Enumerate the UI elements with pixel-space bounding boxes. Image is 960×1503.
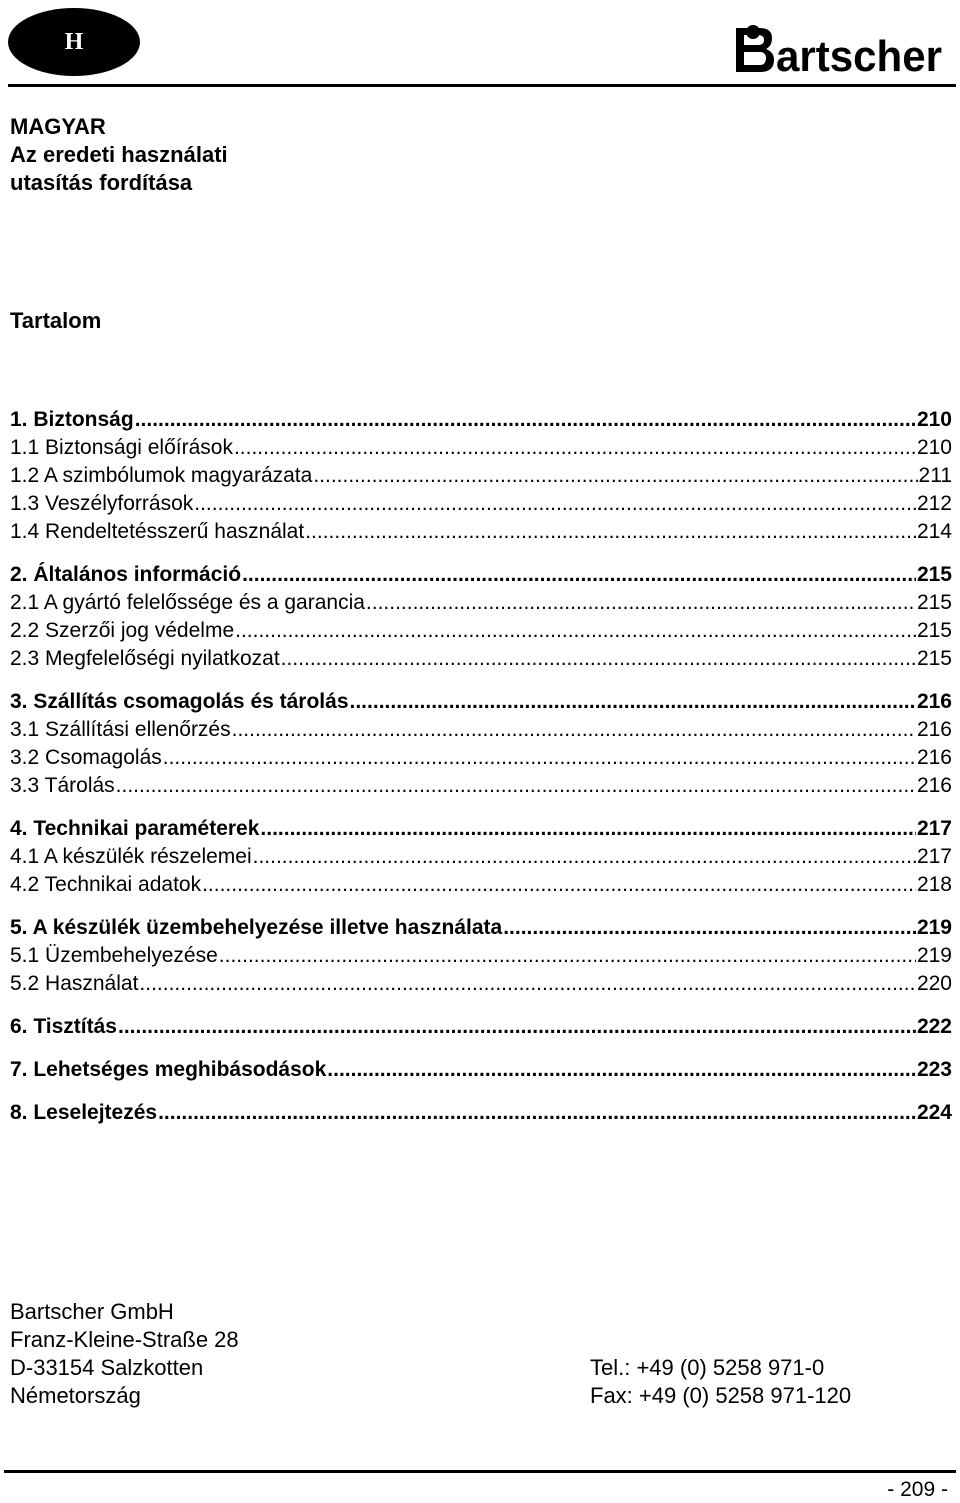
toc-entry-label: 1.1 Biztonsági előírások bbox=[10, 436, 233, 459]
toc-entry-label: 5.1 Üzembehelyezése bbox=[10, 944, 218, 967]
fax: Fax: +49 (0) 5258 971-120 bbox=[590, 1383, 852, 1408]
toc-entry-label: 3.2 Csomagolás bbox=[10, 746, 162, 769]
language-badge bbox=[8, 8, 140, 76]
toc-dot-leader bbox=[327, 1056, 916, 1084]
toc-entry-label: 5. A készülék üzembehelyezése illetve használata bbox=[10, 916, 503, 939]
toc-entry-page: 210 bbox=[916, 408, 952, 431]
toc-dot-leader bbox=[202, 871, 916, 899]
toc-subsection-entry[interactable] bbox=[10, 716, 952, 744]
address-block bbox=[10, 1298, 239, 1410]
toc-dot-leader bbox=[260, 815, 916, 843]
toc-section-entry[interactable] bbox=[10, 1099, 952, 1127]
toc-subsection-entry[interactable] bbox=[10, 434, 952, 462]
toc-dot-leader bbox=[305, 518, 916, 546]
toc-entry-label: 4.2 Technikai adatok bbox=[10, 873, 202, 896]
toc-entry-label: 4. Technikai paraméterek bbox=[10, 817, 260, 840]
toc-entry-label: 1. Biztonság bbox=[10, 408, 134, 431]
toc-entry-label: 2. Általános információ bbox=[10, 563, 242, 586]
header-divider bbox=[8, 84, 956, 87]
toc-section-entry[interactable] bbox=[10, 406, 952, 434]
toc-entry-page: 212 bbox=[916, 492, 952, 515]
toc-entry-label: 2.1 A gyártó felelőssége és a garancia bbox=[10, 591, 365, 614]
toc-section-entry[interactable] bbox=[10, 561, 952, 589]
bartscher-logo bbox=[730, 10, 946, 81]
toc-subsection-entry[interactable] bbox=[10, 645, 952, 673]
toc-dot-leader bbox=[366, 589, 916, 617]
toc-section-entry[interactable] bbox=[10, 914, 952, 942]
toc-subsection-entry[interactable] bbox=[10, 871, 952, 899]
country: Németország bbox=[10, 1383, 141, 1408]
toc-entry-page: 215 bbox=[916, 619, 952, 642]
toc-entry-page: 222 bbox=[916, 1015, 952, 1038]
toc-dot-leader bbox=[503, 914, 916, 942]
language-title: MAGYAR bbox=[10, 114, 106, 139]
toc-dot-leader bbox=[350, 688, 916, 716]
toc-dot-leader bbox=[194, 490, 916, 518]
toc-dot-leader bbox=[235, 617, 916, 645]
subtitle-line-1: Az eredeti használati bbox=[10, 142, 228, 167]
toc-entry-page: 216 bbox=[916, 774, 952, 797]
toc-subsection-entry[interactable] bbox=[10, 744, 952, 772]
toc-entry-label: 3.1 Szállítási ellenőrzés bbox=[10, 718, 231, 741]
svg-text:artscher: artscher bbox=[776, 32, 942, 76]
toc-entry-label: 1.2 A szimbólumok magyarázata bbox=[10, 464, 313, 487]
company-name: Bartscher GmbH bbox=[10, 1299, 174, 1324]
toc-entry-label: 4.1 A készülék részelemei bbox=[10, 845, 252, 868]
toc-entry-page: 220 bbox=[916, 972, 952, 995]
city: D-33154 Salzkotten bbox=[10, 1355, 204, 1380]
toc-subsection-entry[interactable] bbox=[10, 970, 952, 998]
toc-dot-leader bbox=[234, 434, 916, 462]
toc-subsection-entry[interactable] bbox=[10, 518, 952, 546]
toc-dot-leader bbox=[118, 1013, 916, 1041]
toc-entry-page: 217 bbox=[916, 817, 952, 840]
toc-entry-page: 223 bbox=[916, 1058, 952, 1081]
intro-block bbox=[10, 113, 228, 197]
toc-subsection-entry[interactable] bbox=[10, 772, 952, 800]
table-of-contents bbox=[10, 406, 952, 1127]
toc-subsection-entry[interactable] bbox=[10, 617, 952, 645]
toc-section-entry[interactable] bbox=[10, 815, 952, 843]
toc-entry-label: 6. Tisztítás bbox=[10, 1015, 117, 1038]
toc-entry-page: 217 bbox=[916, 845, 952, 868]
toc-section-entry[interactable] bbox=[10, 1056, 952, 1084]
toc-entry-page: 214 bbox=[916, 520, 952, 543]
toc-dot-leader bbox=[163, 744, 916, 772]
toc-entry-page: 219 bbox=[916, 916, 952, 939]
toc-dot-leader bbox=[219, 942, 916, 970]
toc-entry-label: 2.3 Megfelelőségi nyilatkozat bbox=[10, 647, 280, 670]
toc-dot-leader bbox=[242, 561, 916, 589]
toc-entry-page: 211 bbox=[918, 464, 952, 487]
toc-dot-leader bbox=[253, 843, 916, 871]
toc-dot-leader bbox=[158, 1099, 916, 1127]
toc-dot-leader bbox=[139, 970, 916, 998]
toc-entry-page: 215 bbox=[916, 591, 952, 614]
footer-divider bbox=[4, 1470, 956, 1473]
toc-entry-page: 215 bbox=[916, 647, 952, 670]
toc-entry-label: 3.3 Tárolás bbox=[10, 774, 115, 797]
toc-entry-label: 8. Leselejtezés bbox=[10, 1101, 158, 1124]
toc-entry-page: 210 bbox=[916, 436, 952, 459]
street-address: Franz-Kleine-Straße 28 bbox=[10, 1327, 239, 1352]
bartscher-logo-icon bbox=[730, 10, 946, 76]
toc-subsection-entry[interactable] bbox=[10, 462, 952, 490]
toc-entry-page: 215 bbox=[916, 563, 952, 586]
toc-entry-label: 7. Lehetséges meghibásodások bbox=[10, 1058, 327, 1081]
toc-section-entry[interactable] bbox=[10, 1013, 952, 1041]
toc-subsection-entry[interactable] bbox=[10, 589, 952, 617]
toc-entry-label: 1.4 Rendeltetésszerű használat bbox=[10, 520, 305, 543]
toc-dot-leader bbox=[281, 645, 916, 673]
toc-section-entry[interactable] bbox=[10, 688, 952, 716]
contact-block bbox=[590, 1354, 851, 1410]
toc-entry-page: 216 bbox=[916, 718, 952, 741]
toc-entry-label: 3. Szállítás csomagolás és tárolás bbox=[10, 690, 349, 713]
language-code: H bbox=[64, 28, 84, 55]
toc-entry-page: 219 bbox=[916, 944, 952, 967]
toc-dot-leader bbox=[313, 462, 917, 490]
toc-dot-leader bbox=[116, 772, 916, 800]
toc-entry-page: 218 bbox=[916, 873, 952, 896]
page-number: - 209 - bbox=[887, 1478, 948, 1501]
telephone: Tel.: +49 (0) 5258 971-0 bbox=[590, 1355, 825, 1380]
toc-dot-leader bbox=[135, 406, 916, 434]
toc-entry-page: 224 bbox=[916, 1101, 952, 1124]
toc-subsection-entry[interactable] bbox=[10, 490, 952, 518]
subtitle-line-2: utasítás fordítása bbox=[10, 170, 193, 195]
toc-entry-page: 216 bbox=[916, 746, 952, 769]
toc-entry-label: 1.3 Veszélyforrások bbox=[10, 492, 194, 515]
toc-dot-leader bbox=[232, 716, 916, 744]
toc-title: Tartalom bbox=[10, 308, 102, 333]
toc-subsection-entry[interactable] bbox=[10, 942, 952, 970]
toc-subsection-entry[interactable] bbox=[10, 843, 952, 871]
toc-entry-label: 2.2 Szerzői jog védelme bbox=[10, 619, 235, 642]
toc-entry-label: 5.2 Használat bbox=[10, 972, 139, 995]
toc-entry-page: 216 bbox=[916, 690, 952, 713]
